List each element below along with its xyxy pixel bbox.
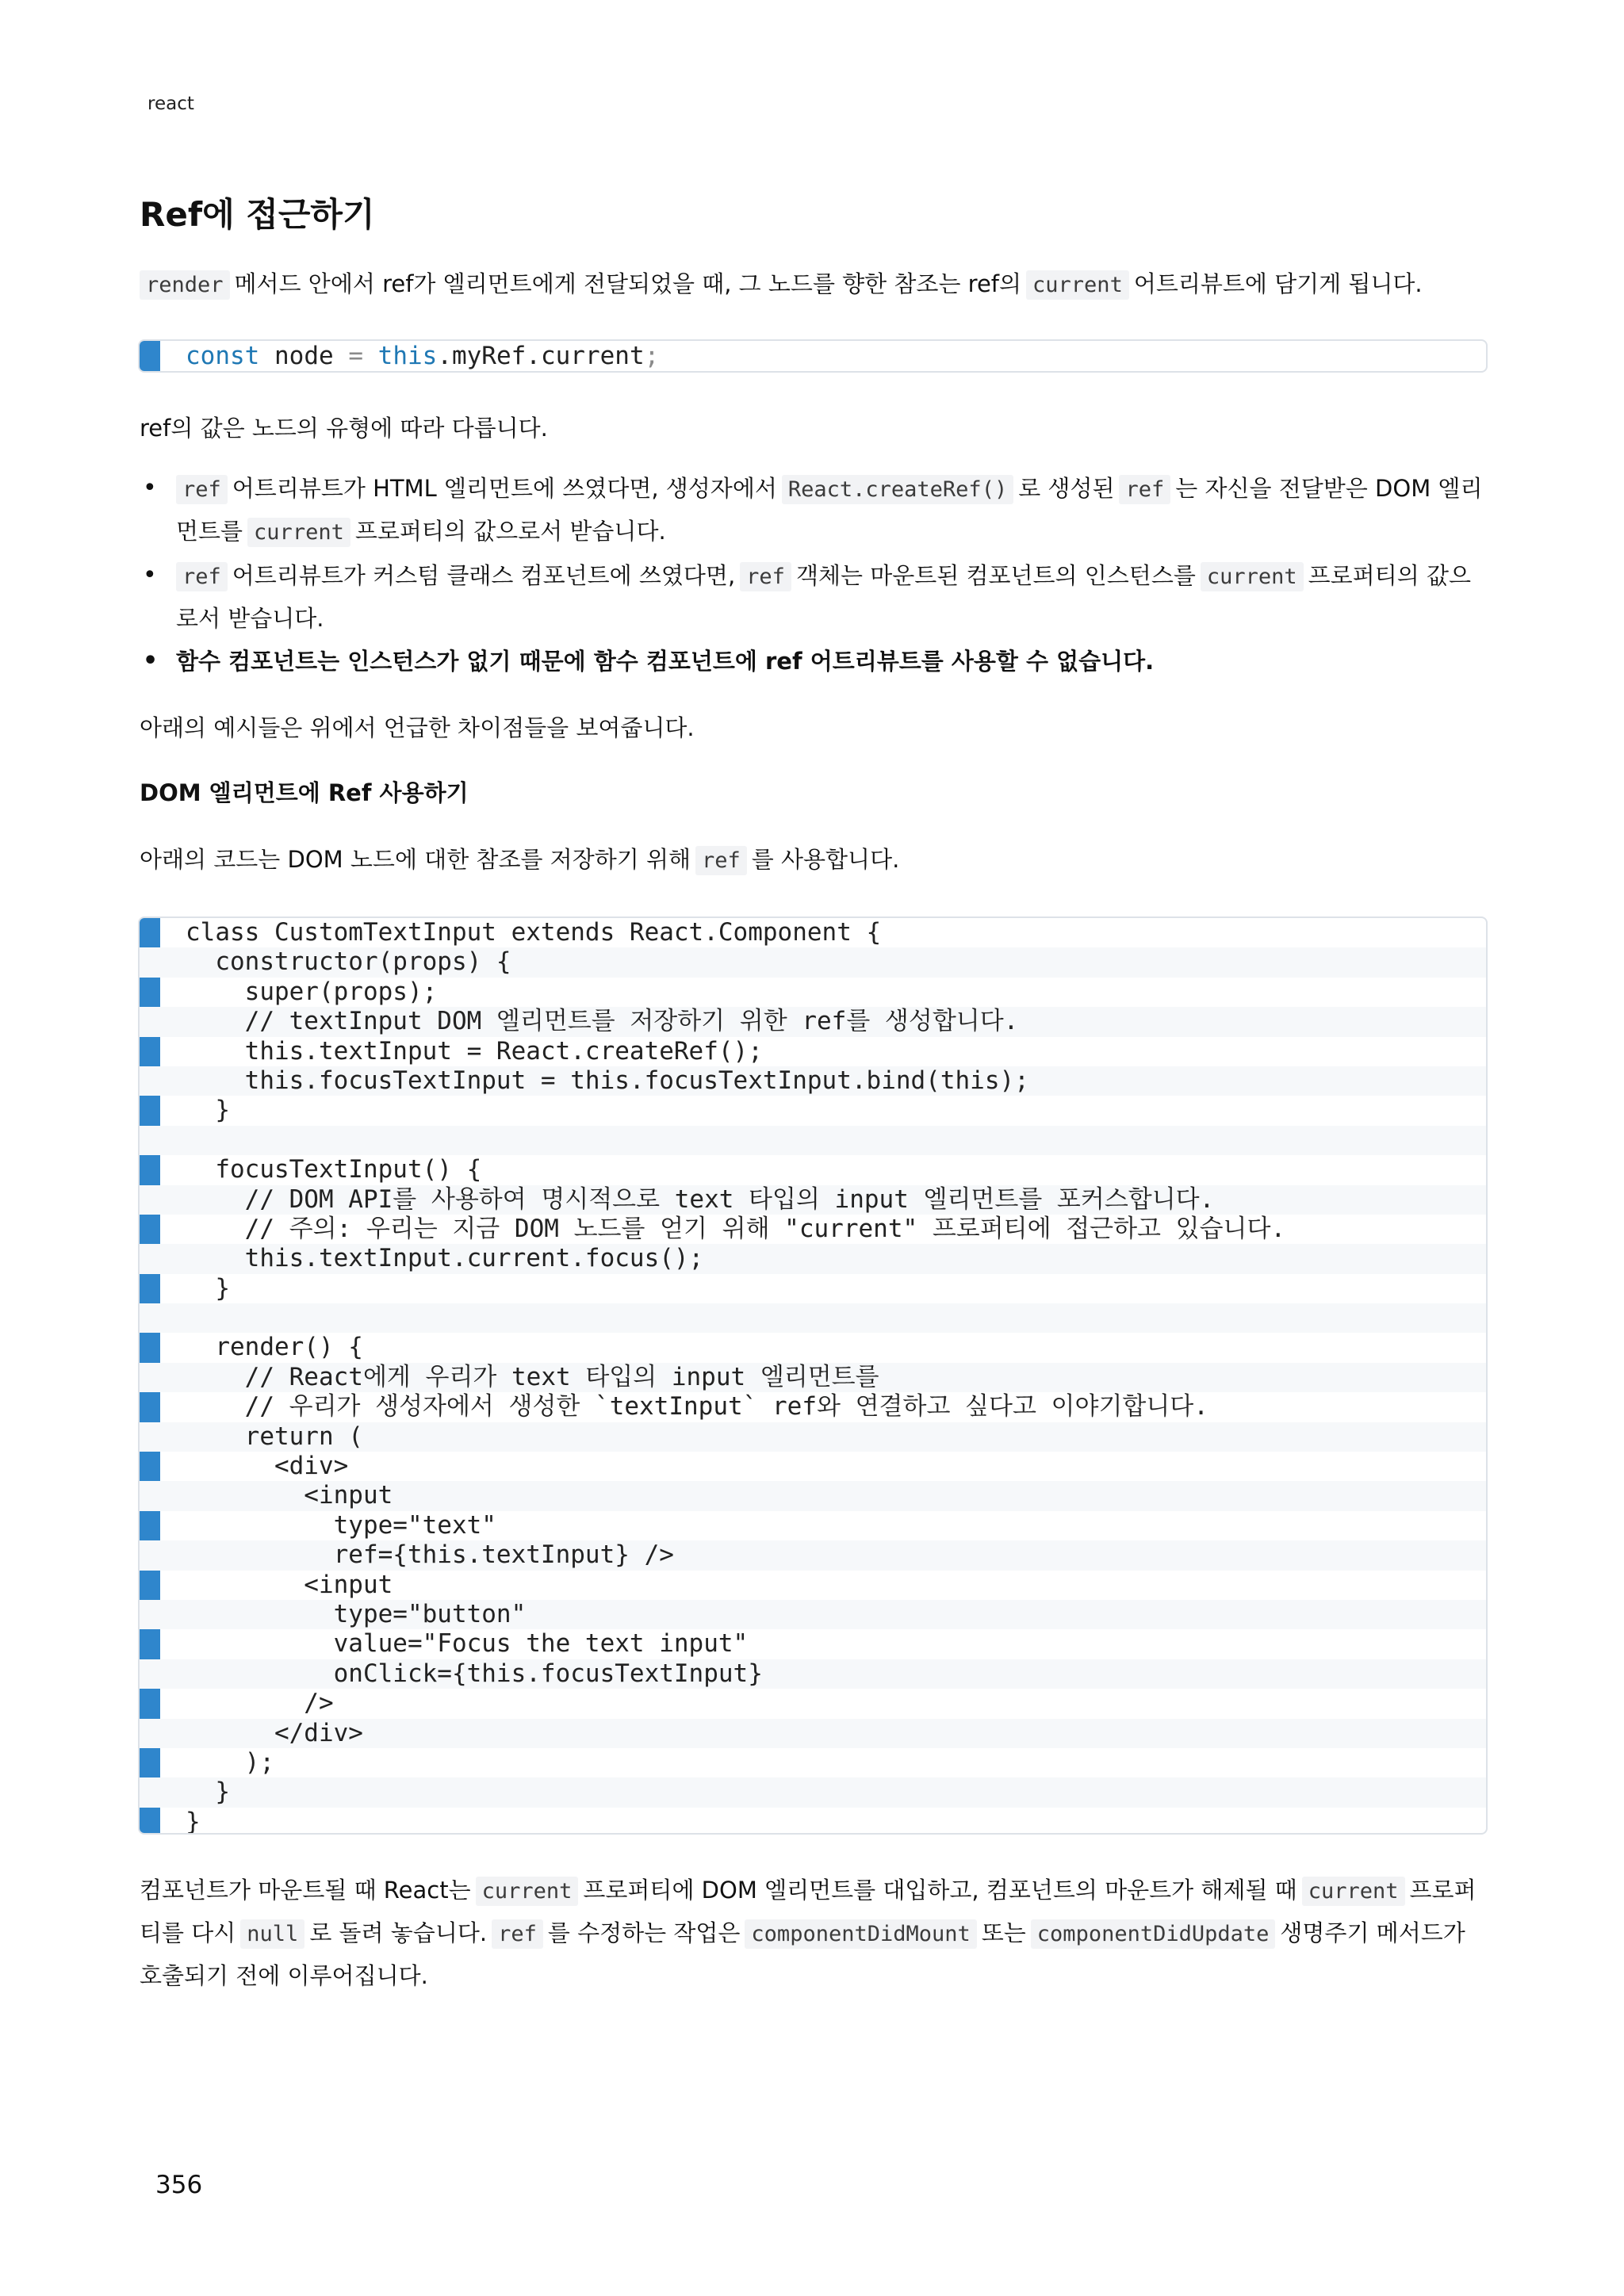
running-header: react <box>147 94 194 114</box>
code-line: ); <box>186 1747 274 1777</box>
code-line: } <box>140 1777 1486 1807</box>
code-line: // 주의: 우리는 지금 DOM 노드를 얻기 위해 "current" 프로퍼티에 접근하고 있습니다. <box>186 1214 1286 1243</box>
text-span: 메서드 안에서 ref가 엘리먼트에게 전달되었을 때, 그 노드를 향한 참조는 ref의 <box>234 270 1022 297</box>
code-line <box>140 1126 1486 1155</box>
code-line: value="Focus the text input" <box>186 1629 749 1659</box>
code-line: } <box>186 1807 201 1835</box>
code-line: // 우리가 생성자에서 생성한 `textInput` ref와 연결하고 싶다고 이야기합니다. <box>186 1392 1208 1422</box>
page-number: 356 <box>155 2171 203 2199</box>
code-line: ref={this.textInput} /> <box>140 1540 1486 1570</box>
inline-code: current <box>1026 270 1129 300</box>
code-line: } <box>186 1273 230 1303</box>
code-line <box>140 1303 1486 1333</box>
list-item: • ref 어트리뷰트가 HTML 엘리먼트에 쓰였다면, 생성자에서 React.createRef() 로 생성된 ref 는 자신을 전달받은 DOM 엘리먼트를 current 프로퍼티의 값으로서 받습니다. <box>140 468 1488 553</box>
code-line: return ( <box>140 1422 1486 1452</box>
text-span: 어트리뷰트에 담기게 됩니다. <box>1133 270 1423 297</box>
code-line: const node = this.myRef.current; <box>186 342 660 370</box>
code-line: <input <box>140 1481 1486 1510</box>
closing-paragraph: 컴포넌트가 마운트될 때 React는 current 프로퍼티에 DOM 엘리먼트를 대입하고, 컴포넌트의 마운트가 해제될 때 current 프로퍼티를 다시 null 로 돌려 놓습니다. ref 를 수정하는 작업은 componentDidMount 또는 componentDidUpdate 생명주기 메서드가 호출되기 전에 이루어집니다. <box>140 1877 1477 1989</box>
dom-intro-paragraph: 아래의 코드는 DOM 노드에 대한 참조를 저장하기 위해 ref 를 사용합니다. <box>140 839 1488 882</box>
code-line: } <box>186 1096 230 1125</box>
code-line: class CustomTextInput extends React.Component { <box>186 918 882 947</box>
code-line: <input <box>186 1570 393 1599</box>
code-line: type="button" <box>140 1600 1486 1629</box>
code-line: constructor(props) { <box>140 947 1486 977</box>
code-line: // React에게 우리가 text 타입의 input 엘리먼트를 <box>140 1363 1486 1392</box>
code-snippet-const-node <box>138 339 1488 373</box>
code-line: // DOM API를 사용하여 명시적으로 text 타입의 input 엘리먼트를 포커스합니다. <box>140 1185 1486 1215</box>
code-line: type="text" <box>186 1510 496 1540</box>
inline-code: render <box>140 270 230 300</box>
bullet-list <box>140 468 1488 683</box>
code-line: /> <box>186 1689 334 1718</box>
list-item: • 함수 컴포넌트는 인스턴스가 없기 때문에 함수 컴포넌트에 ref 어트리뷰트를 사용할 수 없습니다. <box>140 641 1488 682</box>
section-title: Ref에 접근하기 <box>140 195 375 234</box>
list-item: • ref 어트리뷰트가 커스텀 클래스 컴포넌트에 쓰였다면, ref 객체는 마운트된 컴포넌트의 인스턴스를 current 프로퍼티의 값으로서 받습니다. <box>140 555 1488 639</box>
code-block-custom-text-input <box>138 916 1488 1835</box>
values-intro-paragraph: ref의 값은 노드의 유형에 따라 다릅니다. <box>140 415 548 442</box>
code-line: onClick={this.focusTextInput} <box>140 1659 1486 1689</box>
code-line: <div> <box>186 1452 349 1481</box>
subheading: DOM 엘리먼트에 Ref 사용하기 <box>140 779 469 806</box>
code-lines <box>186 918 1486 1835</box>
code-line: </div> <box>140 1719 1486 1748</box>
examples-intro-paragraph: 아래의 예시들은 위에서 언급한 차이점들을 보여줍니다. <box>140 714 695 741</box>
code-accent-bar <box>140 341 160 371</box>
code-line: this.textInput = React.createRef(); <box>186 1036 763 1066</box>
code-line: super(props); <box>186 977 438 1006</box>
intro-paragraph <box>140 263 1488 306</box>
code-line: this.focusTextInput = this.focusTextInput.bind(this); <box>140 1066 1486 1096</box>
code-line: render() { <box>186 1333 363 1362</box>
code-line: focusTextInput() { <box>186 1155 482 1184</box>
code-line: // textInput DOM 엘리먼트를 저장하기 위한 ref를 생성합니다. <box>140 1007 1486 1036</box>
code-line: this.textInput.current.focus(); <box>140 1244 1486 1273</box>
